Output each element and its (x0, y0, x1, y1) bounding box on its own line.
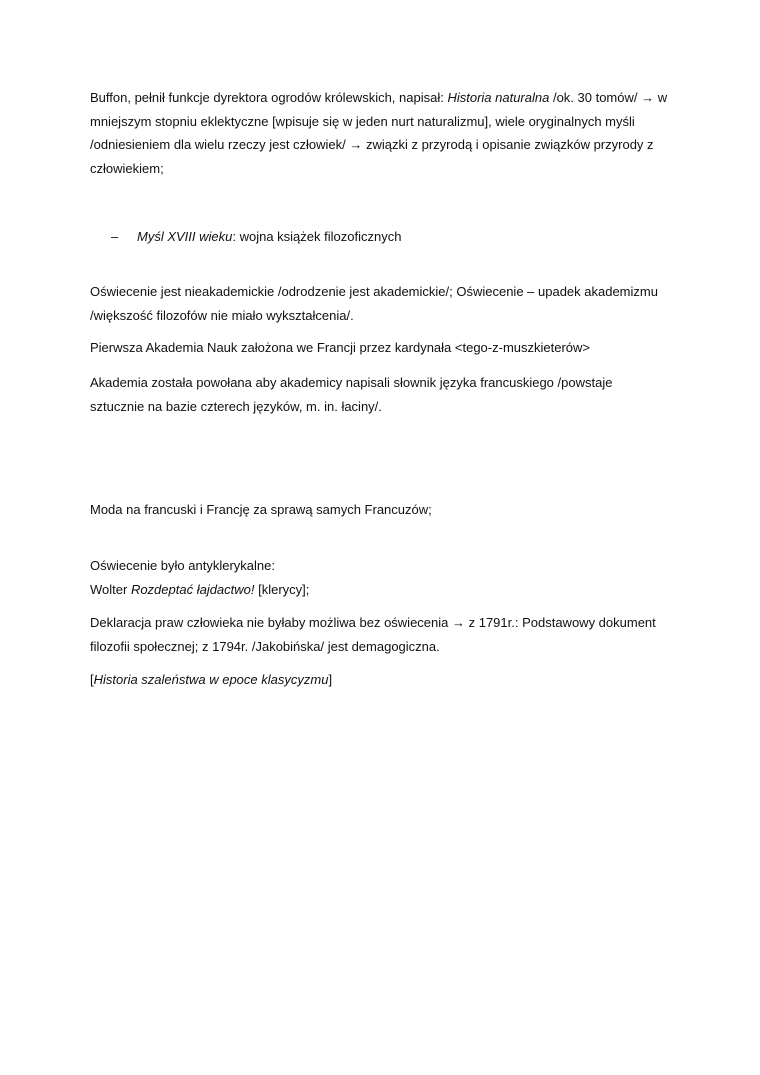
bracket-close: ] (328, 672, 333, 687)
bullet-italic: Myśl XVIII wieku (137, 229, 233, 244)
buffon-text-end: /ok. 30 tomów/ → w mniejszym stopniu eklektyczne [wpisuje się w jeden nurt naturalizmu], wiele oryginalnych myśli /odniesieniem dla wielu rzeczy jest człowiek/ → związki z przyrodą i opisanie związków przyrody z człowiekiem; (90, 90, 668, 176)
historia-szalenstwa-title: Historia szaleństwa w epoce klasycyzmu (93, 672, 329, 687)
bullet-rest: : wojna książek filozoficznych (232, 229, 402, 244)
paragraph-moda: Moda na francuski i Francję za sprawą samych Francuzów; (90, 502, 432, 517)
paragraph-historia-szalenstwa (90, 668, 670, 692)
paragraph-antyklerykalne (90, 554, 670, 601)
buffon-text-start: Buffon, pełnił funkcje dyrektora ogrodów królewskich, napisał: (90, 90, 448, 105)
wolter-prefix: Wolter (90, 581, 131, 597)
bracket-open: [ (90, 672, 94, 687)
wolter-suffix: [klerycy]; (254, 581, 310, 597)
wolter-quote: Rozdeptać łajdactwo! (130, 581, 255, 597)
antyklerykalne-line1: Oświecenie było antyklerykalne: (90, 558, 275, 573)
bullet-marker: – (111, 229, 119, 244)
paragraph-akademia-nauk: Pierwsza Akademia Nauk założona we Francji przez kardynała <tego-z-muszkieterów> (90, 340, 590, 355)
paragraph-oswiecenie-nieakademickie: Oświecenie jest nieakademickie /odrodzenie jest akademickie/; Oświecenie – upadek akademizmu /większość filozofów nie miało wykształcenia/. (90, 284, 658, 323)
buffon-book-title: Historia naturalna (447, 90, 550, 105)
antyklerykalne-line2 (90, 578, 670, 602)
bullet-item (137, 225, 401, 249)
paragraph-akademia-slownik: Akademia została powołana aby akademicy napisali słownik języka francuskiego /powstaje sztucznie na bazie czterech języków, m. in. łaciny/. (90, 375, 613, 414)
paragraph-deklaracja: Deklaracja praw człowieka nie byłaby możliwa bez oświecenia → z 1791r.: Podstawowy dokument filozofii społecznej; z 1794r. /Jakobińska/ jest demagogiczna. (90, 615, 656, 654)
paragraph-buffon (90, 86, 670, 180)
